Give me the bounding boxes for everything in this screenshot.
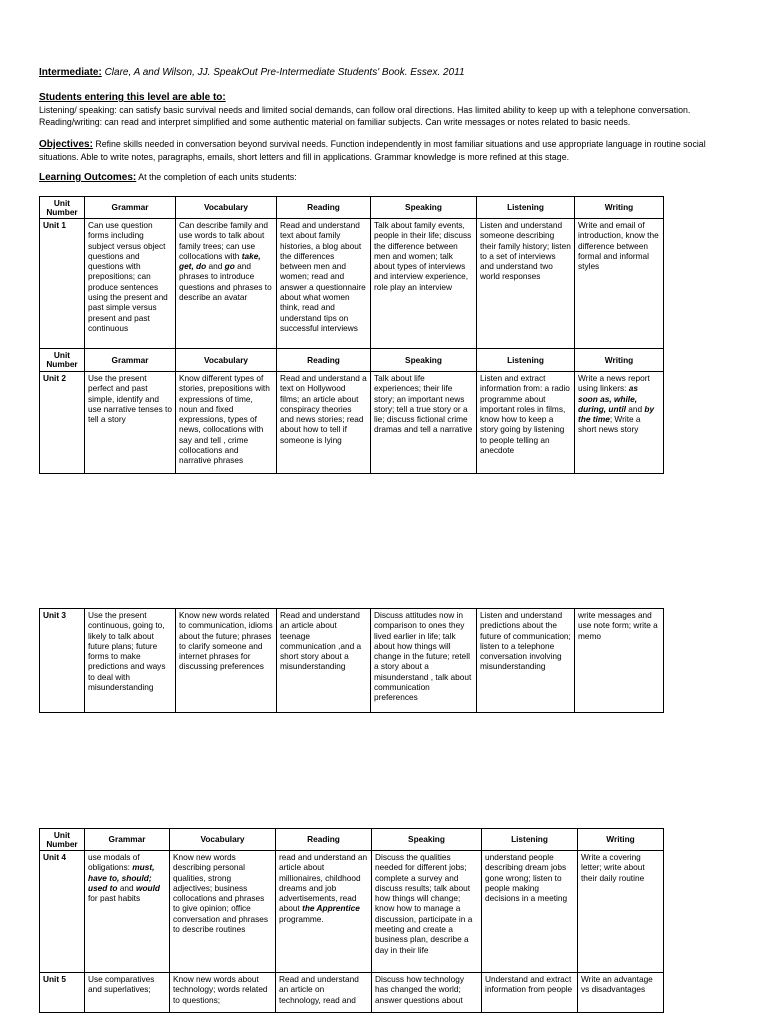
unit-1-speaking: Talk about family events, people in their life; discuss the difference between men and women; talk about types of interviews and interview experience, role play an interview	[371, 219, 477, 349]
unit-4-speaking: Discuss the qualities needed for different jobs; complete a survey and discuss results; talk about how things will change; know how to manage a discussion, participate in a meeting and create a business plan, describe a day in their life	[372, 851, 482, 973]
unit-4-listening: understand people describing dream jobs gone wrong; listen to people making decisions in a meeting	[482, 851, 578, 973]
learning-outcomes-text: At the completion of each units students:	[136, 172, 297, 182]
table-header-row	[40, 197, 664, 219]
unit-4-reading: read and understand an article about millionaires, childhood dreams and job advertisements, read about the Apprentice programme.	[276, 851, 372, 973]
table-row-unit-2	[40, 372, 664, 474]
unit-2-grammar: Use the present perfect and past simple, identify and use narrative tenses to tell a story	[85, 372, 176, 474]
table-header-row-3: Unit Number Grammar Vocabulary Reading Speaking Listening Writing	[40, 829, 664, 851]
unit-1-writing: Write and email of introduction, know the difference between formal and informal styles	[575, 219, 664, 349]
header-speaking: Speaking	[371, 197, 477, 219]
students-heading: Students entering this level are able to:	[39, 92, 226, 103]
unit-2-label: Unit 2	[40, 372, 85, 474]
outcomes-table-units-1-2	[39, 196, 664, 474]
intro-reference: Clare, A and Wilson, JJ. SpeakOut Pre-Intermediate Students' Book. Essex. 2011	[101, 67, 465, 78]
unit-4-label: Unit 4	[40, 851, 85, 973]
unit-4-grammar: use modals of obligations: must, have to, should; used to and would for past habits	[85, 851, 170, 973]
header-reading: Reading	[277, 197, 371, 219]
outcomes-table-units-4-5	[39, 828, 664, 1013]
intro-line	[39, 67, 729, 79]
unit-2-listening: Listen and extract information from: a radio programme about important roles in films, know how to keep a story going by listening to people telling an anecdote	[477, 372, 575, 474]
unit-3-label: Unit 3	[40, 609, 85, 713]
objectives-paragraph	[39, 139, 729, 163]
listening-speaking-line: Listening/ speaking: can satisfy basic survival needs and limited social demands, can follow oral directions. Has limited ability to keep up with a telephone conversation.	[39, 105, 691, 115]
unit-3-speaking: Discuss attitudes now in comparison to ones they lived earlier in life; talk about how things will change in the future; retell a story about a misunderstand , talk about communication preferences	[371, 609, 477, 713]
unit-3-listening: Listen and understand predictions about the future of communication; listen to a telephone conversation involving misunderstanding	[477, 609, 575, 713]
table-row-unit-3	[40, 609, 664, 713]
header-unit-number: Unit Number	[40, 197, 85, 219]
table-row-unit-1	[40, 219, 664, 349]
unit-4-vocabulary: Know new words describing personal qualities, strong adjectives; business collocations and phrases to give opinion; office conversation and phrases to describe routines	[170, 851, 276, 973]
intermediate-label: Intermediate:	[39, 67, 102, 78]
unit-3-grammar: Use the present continuous, going to, likely to talk about future plans; future forms to make predictions and ways to deal with misunderstanding	[85, 609, 176, 713]
unit-2-reading: Read and understand a text on Hollywood films; an article about conspiracy theories and news stories; read about how to tell if someone is lying	[277, 372, 371, 474]
unit-5-grammar: Use comparatives and superlatives;	[85, 973, 170, 1013]
header-listening: Listening	[477, 197, 575, 219]
unit-1-listening: Listen and understand someone describing their family history; listen to a set of interviews and understand two world responses	[477, 219, 575, 349]
unit-1-vocabulary: Can describe family and use words to talk about family trees; can use collocations with take, get, do and go and phrases to introduce questions and phrases to describe an avatar	[176, 219, 277, 349]
unit-3-writing: write messages and use note form; write a memo	[575, 609, 664, 713]
learning-outcomes-label: Learning Outcomes:	[39, 172, 137, 183]
unit-2-speaking: Talk about life experiences; their life story; an important news story; tell a true story or a lie; discuss fictional crime dramas and tell a narrative	[371, 372, 477, 474]
table-row-unit-4	[40, 851, 664, 973]
header-grammar: Grammar	[85, 197, 176, 219]
unit-1-reading: Read and understand text about family histories, a blog about the differences between men and women; read and answer a questionnaire about what women think, read and understand tips on successful interviews	[277, 219, 371, 349]
reading-writing-line: Reading/writing: can read and interpret simplified and some authentic material on familiar subjects. Can write messages or notes related to basic needs.	[39, 117, 631, 127]
table-row-unit-5	[40, 973, 664, 1013]
unit-5-speaking: Discuss how technology has changed the world; answer questions about	[372, 973, 482, 1013]
unit-5-writing: Write an advantage vs disadvantages	[578, 973, 664, 1013]
header-vocabulary: Vocabulary	[176, 197, 277, 219]
objectives-label: Objectives:	[39, 139, 93, 150]
unit-4-writing: Write a covering letter; write about their daily routine	[578, 851, 664, 973]
outcomes-table-unit-3	[39, 608, 664, 713]
unit-5-vocabulary: Know new words about technology; words related to questions;	[170, 973, 276, 1013]
unit-3-reading: Read and understand an article about teenage communication ,and a short story about a misunderstanding	[277, 609, 371, 713]
learning-outcomes-line	[39, 172, 729, 184]
unit-1-grammar: Can use question forms including subject versus object questions and questions with prepositions; can produce sentences using the present and past simple versus present and past continuous	[85, 219, 176, 349]
header-writing: Writing	[575, 197, 664, 219]
unit-1-label: Unit 1	[40, 219, 85, 349]
unit-2-writing: Write a news report using linkers: as soon as, while, during, until and by the time; Write a short news story	[575, 372, 664, 474]
unit-3-vocabulary: Know new words related to communication, idioms about the future; phrases to clarify someone and internet phrases for discussing preferences	[176, 609, 277, 713]
objectives-text: Refine skills needed in conversation beyond survival needs. Function independently in most familiar situations and use appropriate language in routine social situations. Able to write notes, paragraphs, emails, short letters and fill in applications. Grammar knowledge is more refined at this stage.	[39, 139, 706, 162]
table-header-row-2: Unit Number Grammar Vocabulary Reading Speaking Listening Writing	[40, 349, 664, 372]
unit-5-listening: Understand and extract information from people	[482, 973, 578, 1013]
unit-2-vocabulary: Know different types of stories, prepositions with expressions of time, noun and fixed expressions, types of news, collocations with say and tell , crime collocations and narrative phrases	[176, 372, 277, 474]
unit-5-reading: Read and understand an article on technology, read and	[276, 973, 372, 1013]
unit-5-label: Unit 5	[40, 973, 85, 1013]
